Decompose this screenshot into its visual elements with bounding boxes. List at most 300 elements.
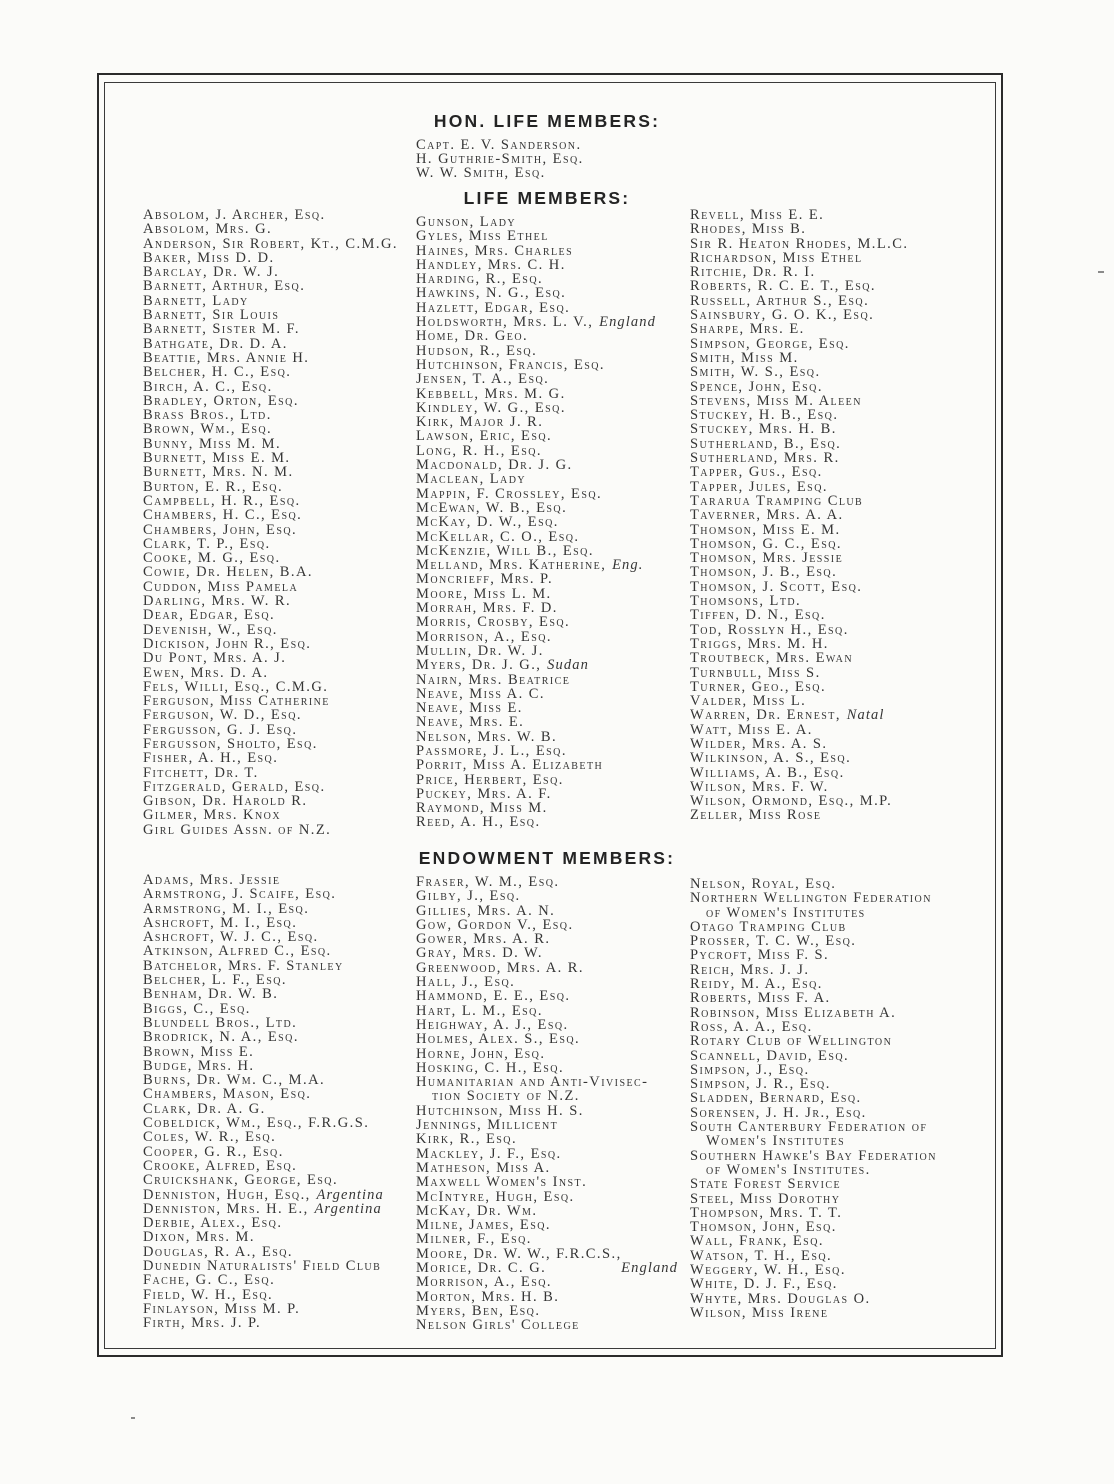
member-name: Bradley, Orton, Esq.: [143, 392, 299, 409]
member-name: Darling, Mrs. W. R.: [143, 593, 292, 610]
member-name: Rotary Club of Wellington: [690, 1033, 893, 1050]
member-entry: [690, 1091, 952, 1105]
member-name: Fisher, A. H., Esq.: [143, 750, 279, 767]
member-entry: [416, 687, 678, 701]
member-entry: [690, 1292, 952, 1306]
member-name: Baker, Miss D. D.: [143, 249, 275, 266]
member-entry-continuation: [690, 906, 952, 920]
member-name: Maclean, Lady: [416, 471, 527, 488]
member-name: Revell, Miss E. E.: [690, 207, 825, 223]
member-entry: [143, 1016, 405, 1030]
member-name: Sainsbury, G. O. K., Esq.: [690, 307, 875, 324]
member-name: Ferguson, Miss Catherine: [143, 693, 330, 710]
member-name: Williams, A. B., Esq.: [690, 764, 845, 781]
member-entry: [416, 587, 678, 601]
member-name: Morice, Dr. C. G.: [416, 1260, 547, 1277]
member-entry: [143, 1302, 405, 1316]
member-name: McEwan, W. B., Esq.: [416, 499, 568, 516]
member-entry: [690, 1263, 952, 1277]
member-name: Dickison, John R., Esq.: [143, 635, 312, 652]
member-name: Campbell, H. R., Esq.: [143, 492, 301, 509]
member-entry: [416, 401, 678, 415]
member-name: Myers, Ben, Esq.: [416, 1302, 541, 1319]
member-entry: [416, 272, 678, 286]
member-name: Bathgate, Dr. D. A.: [143, 335, 288, 352]
member-entry: [143, 930, 405, 944]
member-name: Hawkins, N. G., Esq.: [416, 285, 567, 302]
member-entry: [143, 222, 405, 236]
member-entry: [143, 623, 405, 637]
member-name: Wilson, Miss Irene: [690, 1304, 829, 1321]
member-name: Harding, R., Esq.: [416, 271, 544, 288]
member-entry: [690, 365, 952, 379]
member-entry: [143, 1316, 405, 1330]
member-name: Wilson, Mrs. F. W.: [690, 778, 829, 795]
member-name: Batchelor, Mrs. F. Stanley: [143, 957, 344, 974]
member-name: Stuckey, Mrs. H. B.: [690, 421, 837, 438]
member-name: of Women's Institutes.: [706, 1161, 871, 1178]
member-entry: [690, 808, 952, 822]
member-name: Sutherland, Mrs. R.: [690, 450, 840, 467]
member-entry: [690, 465, 952, 479]
member-entry: [416, 415, 678, 429]
member-name: Firth, Mrs. J. P.: [143, 1315, 262, 1332]
member-name: Simpson, J., Esq.: [690, 1061, 810, 1078]
member-name: Armstrong, J. Scaife, Esq.: [143, 886, 337, 903]
member-entry: [143, 637, 405, 651]
member-name: Kindley, W. G., Esq.: [416, 399, 566, 416]
member-entry: [690, 1249, 952, 1263]
member-name: Denniston, Hugh, Esq.,: [143, 1186, 311, 1203]
member-name: Atkinson, Alfred C., Esq.: [143, 943, 332, 960]
member-entry: [143, 1230, 405, 1244]
member-name: Handley, Mrs. C. H.: [416, 256, 566, 273]
member-name: State Forest Service: [690, 1176, 842, 1193]
member-name: H. Guthrie-Smith, Esq.: [416, 151, 584, 167]
member-entry: [690, 737, 952, 751]
member-name: Cooke, M. G., Esq.: [143, 550, 281, 567]
member-entry: [690, 322, 952, 336]
hon-life-members-list: [416, 138, 584, 180]
member-name: Macdonald, Dr. J. G.: [416, 457, 573, 474]
member-entry: [143, 666, 405, 680]
member-entry: [416, 1190, 678, 1204]
member-name: Moore, Dr. W. W., F.R.C.S.,: [416, 1245, 622, 1262]
member-entry: [143, 808, 405, 822]
member-name: Birch, A. C., Esq.: [143, 378, 273, 395]
member-name: Thomson, John, Esq.: [690, 1219, 837, 1236]
member-entry: [690, 891, 952, 905]
member-entry: [416, 315, 678, 329]
member-name: Ewen, Mrs. D. A.: [143, 664, 269, 681]
member-name: Lawson, Eric, Esq.: [416, 428, 553, 445]
member-entry: [143, 780, 405, 794]
endowment-members-column-3: [690, 877, 952, 1320]
member-name: Cuddon, Miss Pamela: [143, 578, 299, 595]
member-name: Valder, Miss L.: [690, 693, 807, 710]
member-name: Bunny, Miss M. M.: [143, 435, 282, 452]
member-entry-continuation: [690, 1163, 952, 1177]
member-name: Belcher, L. F., Esq.: [143, 972, 287, 989]
member-name: Steel, Miss Dorothy: [690, 1190, 841, 1207]
member-entry: [690, 251, 952, 265]
member-name: Fergusson, Sholto, Esq.: [143, 735, 318, 752]
member-entry: [416, 329, 678, 343]
member-name: Greenwood, Mrs. A. R.: [416, 959, 584, 976]
member-entry: [143, 322, 405, 336]
member-entry: [416, 1104, 678, 1118]
member-entry: [143, 1245, 405, 1259]
member-name: Hart, L. M., Esq.: [416, 1002, 543, 1019]
member-name: Moncrieff, Mrs. P.: [416, 571, 554, 588]
member-entry: [690, 751, 952, 765]
member-entry: [690, 508, 952, 522]
member-entry: [690, 1234, 952, 1248]
member-entry: [143, 480, 405, 494]
member-entry: [690, 308, 952, 322]
member-name: Neave, Mrs. E.: [416, 714, 525, 731]
member-name: Wall, Frank, Esq.: [690, 1233, 824, 1250]
member-entry: [143, 1073, 405, 1087]
member-name: Turner, Geo., Esq.: [690, 678, 827, 695]
member-entry: [690, 608, 952, 622]
member-name: Biggs, C., Esq.: [143, 1000, 251, 1017]
member-name: Adams, Mrs. Jessie: [143, 872, 281, 888]
member-name: Morrison, A., Esq.: [416, 628, 552, 645]
member-name: Jennings, Millicent: [416, 1117, 559, 1134]
member-name: Capt. E. V. Sanderson.: [416, 137, 582, 153]
member-name: Gillies, Mrs. A. N.: [416, 902, 556, 919]
member-entry: [416, 1075, 678, 1089]
member-name: Burnett, Miss E. M.: [143, 450, 291, 467]
member-name: Mackley, J. F., Esq.: [416, 1145, 562, 1162]
member-entry: [416, 875, 678, 889]
member-name: Ferguson, W. D., Esq.: [143, 707, 302, 724]
member-name: Hazlett, Edgar, Esq.: [416, 299, 571, 316]
member-name: Price, Herbert, Esq.: [416, 771, 564, 788]
member-name: Gower, Mrs. A. R.: [416, 931, 551, 948]
member-entry: [416, 458, 678, 472]
member-name: Brass Bros., Ltd.: [143, 407, 272, 424]
member-entry: [690, 394, 952, 408]
member-entry: [690, 222, 952, 236]
member-name: Northern Wellington Federation: [690, 890, 932, 907]
member-name: Stuckey, H. B., Esq.: [690, 407, 839, 424]
member-entry: [416, 644, 678, 658]
member-entry: [416, 358, 678, 372]
member-name: Simpson, J. R., Esq.: [690, 1076, 831, 1093]
hon-life-members-heading: HON. LIFE MEMBERS:: [433, 111, 661, 131]
member-name: Ross, A. A., Esq.: [690, 1018, 813, 1035]
member-name: Wilder, Mrs. A. S.: [690, 735, 828, 752]
member-name: Ashcroft, M. I., Esq.: [143, 914, 298, 931]
member-name: Taverner, Mrs. A. A.: [690, 507, 844, 524]
member-entry: [143, 265, 405, 279]
member-entry: [143, 437, 405, 451]
member-name: Blundell Bros., Ltd.: [143, 1014, 298, 1031]
member-name: Fitchett, Dr. T.: [143, 764, 259, 781]
member-entry: [416, 215, 678, 229]
member-name: Roberts, Miss F. A.: [690, 990, 831, 1007]
member-entry: [690, 766, 952, 780]
member-name: Weggery, W. H., Esq.: [690, 1262, 846, 1279]
member-entry: [143, 1273, 405, 1287]
member-name: Triggs, Mrs. M. H.: [690, 635, 829, 652]
member-entry: [416, 946, 678, 960]
member-entry: [143, 537, 405, 551]
member-name: Barnett, Lady: [143, 292, 249, 309]
member-name: Absolom, Mrs. G.: [143, 221, 273, 238]
member-name: Stevens, Miss M. Aleen: [690, 392, 862, 409]
member-entry: [143, 308, 405, 322]
member-name: Belcher, H. C., Esq.: [143, 364, 292, 381]
member-name: Prosser, T. C. W., Esq.: [690, 933, 857, 950]
member-entry: [690, 1034, 952, 1048]
member-entry: [143, 508, 405, 522]
member-entry: [690, 991, 952, 1005]
member-name: Fache, G. C., Esq.: [143, 1272, 276, 1289]
member-name: Sharpe, Mrs. E.: [690, 321, 805, 338]
member-entry: [690, 523, 952, 537]
member-entry: [690, 1192, 952, 1206]
member-entry: [143, 651, 405, 665]
member-entry: [416, 444, 678, 458]
member-name: Burnett, Mrs. N. M.: [143, 464, 294, 481]
member-entry: [416, 975, 678, 989]
member-name: Devenish, W., Esq.: [143, 621, 278, 638]
member-entry: [416, 918, 678, 932]
member-name: of Women's Institutes: [706, 904, 866, 921]
member-entry: [416, 1047, 678, 1061]
member-entry: [690, 920, 952, 934]
member-entry: [416, 1232, 678, 1246]
member-entry: [690, 1277, 952, 1291]
member-entry: [143, 823, 405, 837]
member-name: Ashcroft, W. J. C., Esq.: [143, 929, 319, 946]
member-name: Mappin, F. Crossley, Esq.: [416, 485, 603, 502]
member-name: Simpson, George, Esq.: [690, 335, 850, 352]
member-entry: [143, 208, 405, 222]
member-entry: [416, 1275, 678, 1289]
member-entry: [416, 1290, 678, 1304]
member-entry: [143, 1102, 405, 1116]
member-entry: [416, 673, 678, 687]
member-entry: [416, 1032, 678, 1046]
member-name: Hammond, E. E., Esq.: [416, 988, 571, 1005]
member-entry: [143, 422, 405, 436]
member-entry: [416, 487, 678, 501]
member-entry: [143, 337, 405, 351]
member-entry: [416, 701, 678, 715]
member-name: Long, R. H., Esq.: [416, 442, 542, 459]
member-entry: [143, 751, 405, 765]
member-entry: [416, 787, 678, 801]
member-entry: [143, 380, 405, 394]
member-name: Finlayson, Miss M. P.: [143, 1300, 301, 1317]
member-entry: [416, 372, 678, 386]
member-name: Gibson, Dr. Harold R.: [143, 793, 308, 810]
member-name: Derbie, Alex., Esq.: [143, 1215, 283, 1232]
member-entry: [143, 408, 405, 422]
member-entry: [416, 630, 678, 644]
member-entry: [143, 694, 405, 708]
member-entry: [690, 1177, 952, 1191]
member-location-note: Sudan: [547, 657, 589, 674]
member-name: Myers, Dr. J. G.,: [416, 657, 542, 674]
member-name: Gyles, Miss Ethel: [416, 228, 549, 245]
member-entry: [416, 1147, 678, 1161]
member-entry: [143, 251, 405, 265]
member-entry: [143, 680, 405, 694]
member-entry: [690, 580, 952, 594]
member-name: Raymond, Miss M.: [416, 800, 548, 817]
member-name: Chambers, H. C., Esq.: [143, 507, 303, 524]
member-name: Thomsons, Ltd.: [690, 593, 802, 610]
member-name: Thompson, Mrs. T. T.: [690, 1204, 843, 1221]
member-entry: [416, 1132, 678, 1146]
member-entry: [416, 989, 678, 1003]
member-entry: [416, 1118, 678, 1132]
member-entry: [416, 904, 678, 918]
member-entry: [690, 551, 952, 565]
member-entry: [416, 932, 678, 946]
member-name: Budge, Mrs. H.: [143, 1057, 255, 1074]
member-name: Fraser, W. M., Esq.: [416, 874, 560, 890]
member-name: Porrit, Miss A. Elizabeth: [416, 757, 604, 774]
member-name: Haines, Mrs. Charles: [416, 242, 574, 259]
member-name: McKenzie, Will B., Esq.: [416, 542, 594, 559]
member-name: Moore, Miss L. M.: [416, 585, 552, 602]
member-entry: [690, 537, 952, 551]
member-name: Beattie, Mrs. Annie H.: [143, 349, 310, 366]
member-entry: [143, 1173, 405, 1187]
member-name: Neave, Miss E.: [416, 700, 523, 717]
member-name: Horne, John, Esq.: [416, 1045, 546, 1062]
member-entry: [143, 523, 405, 537]
member-name: Barnett, Sister M. F.: [143, 321, 300, 338]
member-entry: [416, 715, 678, 729]
endowment-members-heading: ENDOWMENT MEMBERS:: [418, 848, 676, 868]
member-name: Burns, Dr. Wm. C., M.A.: [143, 1072, 326, 1089]
member-entry: [690, 279, 952, 293]
member-name: Tiffen, D. N., Esq.: [690, 607, 826, 624]
member-entry: [690, 1120, 952, 1134]
member-entry: [416, 758, 678, 772]
member-entry: [690, 594, 952, 608]
member-name: Anderson, Sir Robert, Kt., C.M.G.: [143, 235, 398, 252]
member-name: Hutchinson, Miss H. S.: [416, 1102, 584, 1119]
member-entry: [416, 429, 678, 443]
member-entry: [416, 615, 678, 629]
member-entry: [416, 1247, 678, 1261]
member-entry: [690, 208, 952, 222]
member-name: Holdsworth, Mrs. L. V.,: [416, 314, 594, 331]
member-entry: [416, 801, 678, 815]
member-entry: [416, 815, 678, 829]
member-entry: [143, 1002, 405, 1016]
member-name: Milne, James, Esq.: [416, 1217, 551, 1234]
member-location-note: Argentina: [314, 1200, 382, 1217]
member-entry: [416, 1218, 678, 1232]
member-name: Gray, Mrs. D. W.: [416, 945, 543, 962]
member-entry: [143, 1030, 405, 1044]
member-name: Thomson, Mrs. Jessie: [690, 550, 844, 567]
member-name: Brown, Wm., Esq.: [143, 421, 273, 438]
member-name: Kirk, R., Esq.: [416, 1131, 518, 1148]
member-name: Sutherland, B., Esq.: [690, 435, 842, 452]
member-name: McIntyre, Hugh, Esq.: [416, 1188, 575, 1205]
member-name: Reidy, M. A., Esq.: [690, 976, 823, 993]
member-name: Neave, Miss A. C.: [416, 685, 545, 702]
member-name: Hosking, C. H., Esq.: [416, 1059, 565, 1076]
member-name: Ritchie, Dr. R. I.: [690, 264, 816, 281]
member-name: W. W. Smith, Esq.: [416, 165, 546, 181]
member-name: Crooke, Alfred, Esq.: [143, 1157, 298, 1174]
member-name: Thomson, J. Scott, Esq.: [690, 578, 863, 595]
member-entry: [690, 977, 952, 991]
member-entry: [416, 244, 678, 258]
member-entry: [143, 944, 405, 958]
member-entry: [416, 601, 678, 615]
member-entry: [690, 651, 952, 665]
member-entry: [690, 437, 952, 451]
member-entry: [416, 1318, 678, 1332]
member-name: Holmes, Alex. S., Esq.: [416, 1031, 581, 1048]
member-name: McKay, D. W., Esq.: [416, 514, 559, 531]
member-entry: [416, 1018, 678, 1032]
member-location-note: Natal: [846, 707, 885, 724]
member-name: Sorensen, J. H. Jr., Esq.: [690, 1104, 867, 1121]
member-name: Nelson, Mrs. W. B.: [416, 728, 558, 745]
member-entry: [416, 472, 678, 486]
member-name: Dixon, Mrs. M.: [143, 1229, 255, 1246]
member-entry: [416, 1204, 678, 1218]
member-name: Kirk, Major J. R.: [416, 414, 544, 431]
member-name: Smith, Miss M.: [690, 349, 799, 366]
member-name: Whyte, Mrs. Douglas O.: [690, 1290, 871, 1307]
life-members-column-2: [416, 215, 678, 830]
member-entry: [416, 258, 678, 272]
member-name: Milner, F., Esq.: [416, 1231, 532, 1248]
member-entry: [690, 877, 952, 891]
member-entry: [416, 961, 678, 975]
member-entry: [143, 565, 405, 579]
member-name: Barnett, Arthur, Esq.: [143, 278, 306, 295]
member-name: Field, W. H., Esq.: [143, 1286, 274, 1303]
member-entry: [690, 948, 952, 962]
member-entry: [143, 723, 405, 737]
member-entry: [690, 451, 952, 465]
member-name: Maxwell Women's Inst.: [416, 1174, 588, 1191]
member-name: Women's Institutes: [706, 1133, 846, 1150]
member-entry: [690, 780, 952, 794]
member-name: tion Society of N.Z.: [432, 1088, 580, 1105]
member-name: Burton, E. R., Esq.: [143, 478, 284, 495]
member-entry: [143, 1130, 405, 1144]
member-name: Barnett, Sir Louis: [143, 307, 280, 324]
member-entry: [143, 973, 405, 987]
member-entry: [690, 963, 952, 977]
member-entry: [143, 737, 405, 751]
member-entry: [690, 351, 952, 365]
endowment-members-column-2: [416, 875, 678, 1333]
member-name: Cobeldick, Wm., Esq., F.R.G.S.: [143, 1115, 370, 1132]
member-location-note: Argentina: [316, 1186, 384, 1203]
member-name: Cowie, Dr. Helen, B.A.: [143, 564, 313, 581]
member-entry: [143, 916, 405, 930]
member-name: Hudson, R., Esq.: [416, 342, 538, 359]
member-entry: [416, 515, 678, 529]
